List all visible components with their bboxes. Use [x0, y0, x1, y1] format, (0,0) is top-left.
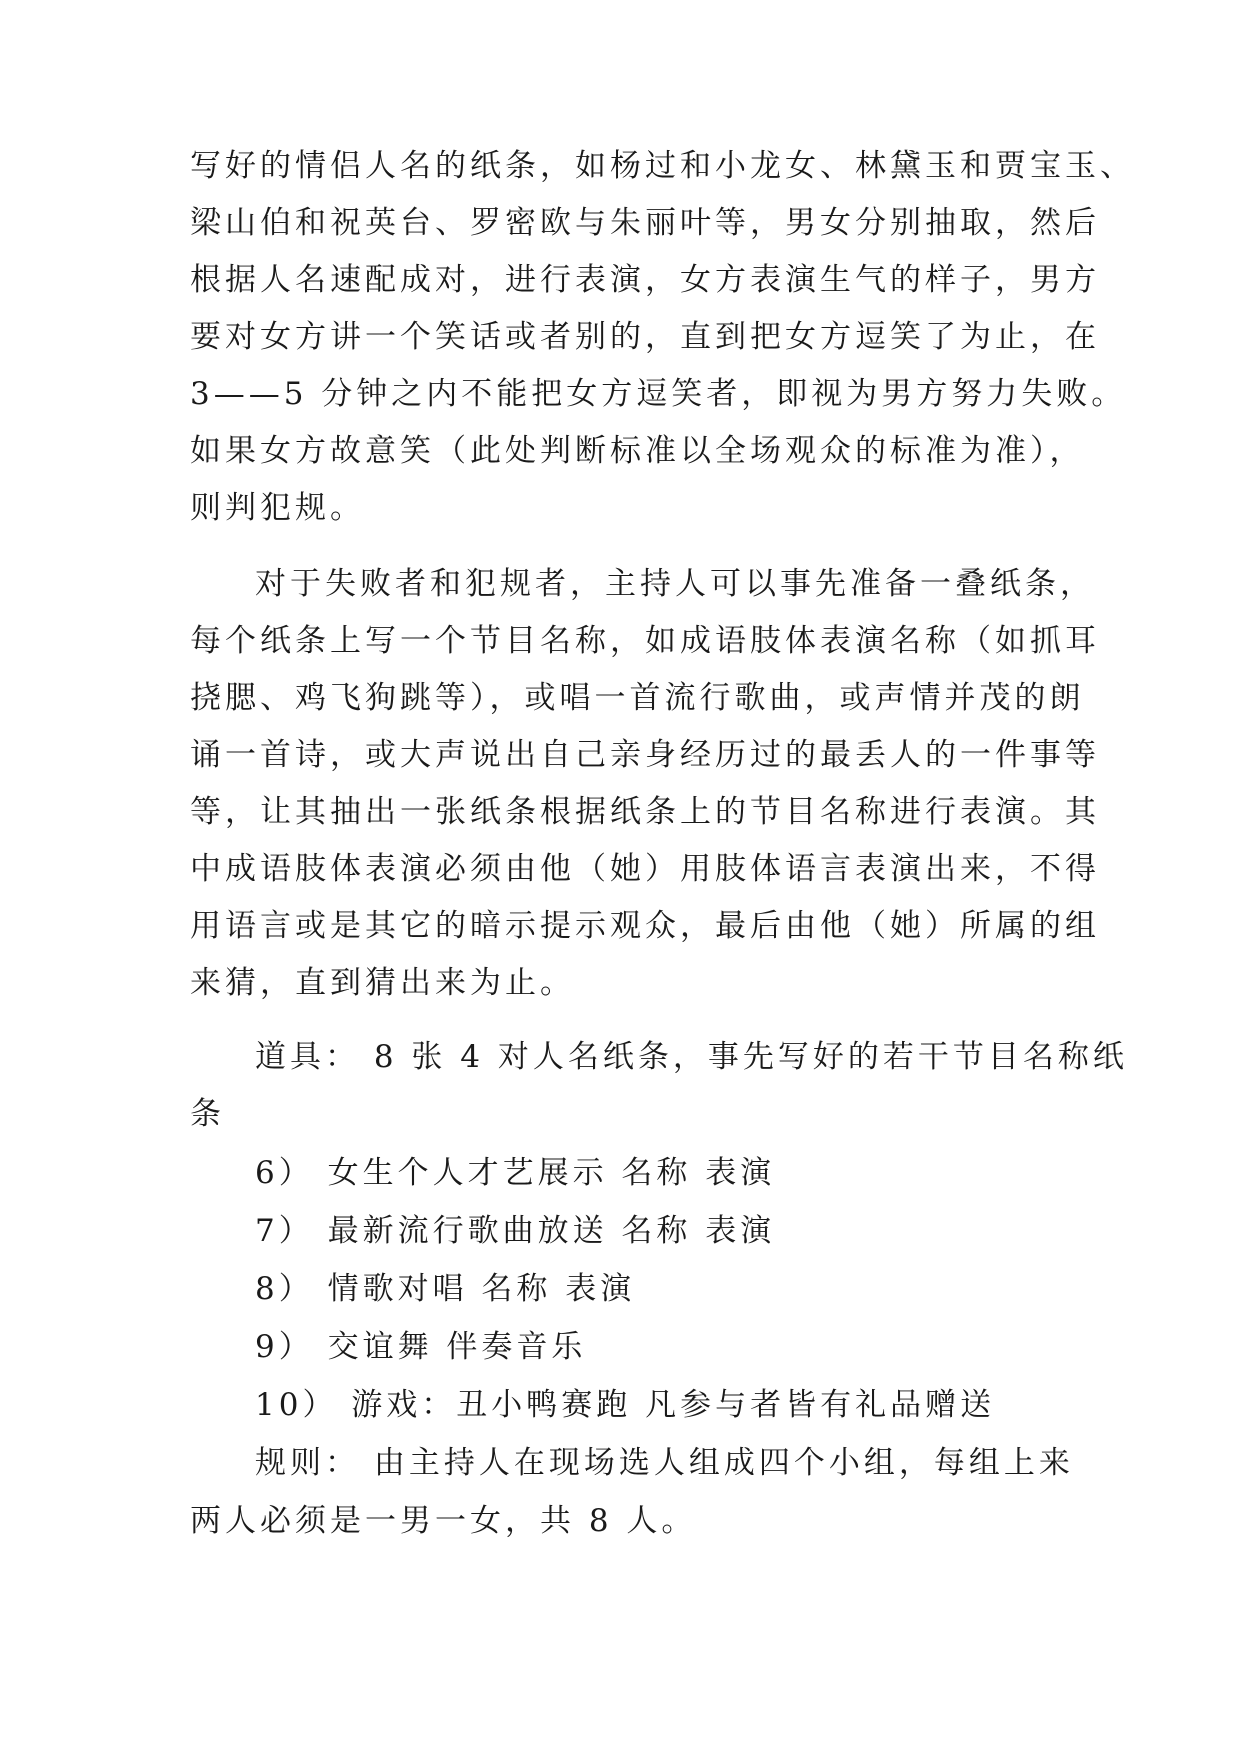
- text-line-15: 来猜，直到猜出来为止。: [190, 965, 575, 1001]
- text-line-5: 3——5 分钟之内不能把女方逗笑者，即视为男方努力失败。: [190, 376, 1127, 412]
- text-line-8: 对于失败者和犯规者，主持人可以事先准备一叠纸条，: [255, 566, 1095, 602]
- text-line-1: 写好的情侣人名的纸条，如杨过和小龙女、林黛玉和贾宝玉、: [190, 148, 1135, 184]
- text-line-12: 等，让其抽出一张纸条根据纸条上的节目名称进行表演。其: [190, 794, 1100, 830]
- text-line-14: 用语言或是其它的暗示提示观众，最后由他（她）所属的组: [190, 908, 1100, 944]
- text-line-17: 条: [190, 1096, 225, 1132]
- text-line-rules: 规则： 由主持人在现场选人组成四个小组，每组上来: [255, 1445, 1074, 1481]
- text-line-4: 要对女方讲一个笑话或者别的，直到把女方逗笑了为止，在: [190, 319, 1100, 355]
- text-line-13: 中成语肢体表演必须由他（她）用肢体语言表演出来，不得: [190, 851, 1100, 887]
- text-line-last: 两人必须是一男一女，共 8 人。: [190, 1503, 697, 1539]
- text-line-16: 道具： 8 张 4 对人名纸条，事先写好的若干节目名称纸: [255, 1039, 1128, 1075]
- text-line-2: 梁山伯和祝英台、罗密欧与朱丽叶等，男女分别抽取，然后: [190, 205, 1100, 241]
- list-item-8: 8） 情歌对唱 名称 表演: [255, 1271, 636, 1307]
- list-item-6: 6） 女生个人才艺展示 名称 表演: [255, 1155, 776, 1191]
- text-line-7: 则判犯规。: [190, 490, 365, 526]
- list-item-9: 9） 交谊舞 伴奏音乐: [255, 1329, 587, 1365]
- list-item-7: 7） 最新流行歌曲放送 名称 表演: [255, 1213, 776, 1249]
- text-line-11: 诵一首诗，或大声说出自己亲身经历过的最丢人的一件事等: [190, 737, 1100, 773]
- text-line-10: 挠腮、鸡飞狗跳等），或唱一首流行歌曲，或声情并茂的朗: [190, 680, 1085, 716]
- list-item-10: 10） 游戏：丑小鸭赛跑 凡参与者皆有礼品赠送: [255, 1387, 996, 1423]
- text-line-3: 根据人名速配成对，进行表演，女方表演生气的样子，男方: [190, 262, 1100, 298]
- text-line-9: 每个纸条上写一个节目名称，如成语肢体表演名称（如抓耳: [190, 623, 1100, 659]
- text-line-6: 如果女方故意笑（此处判断标准以全场观众的标准为准），: [190, 433, 1085, 469]
